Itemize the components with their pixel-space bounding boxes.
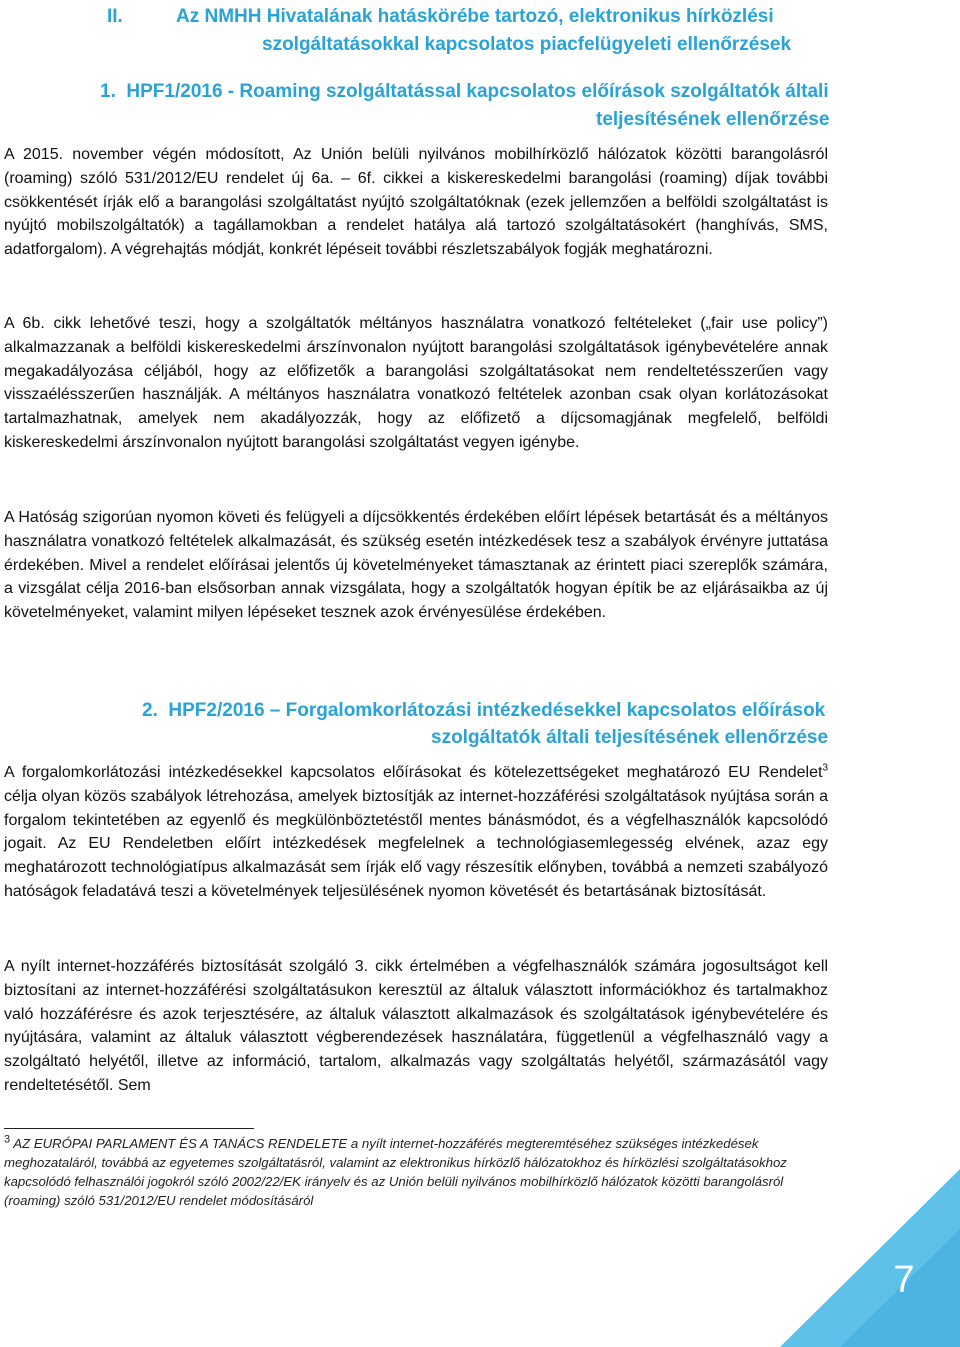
paragraph-3: A Hatóság szigorúan nyomon követi és felügyeli a díjcsökkentés érdekében előírt lépések betartását és a méltányos használatra vonatkozó feltételek alkalmazását, és szükség esetén intézkedések tesz a szabályok érvényre juttatása érdekében. Mivel a rendelet előírásai jelentős új követelményeket támasztanak az érintett piaci szereplők számára, a vizsgálat célja 2016-ban elsősorban annak vizsgálata, hogy a szolgáltatók hogyan építik be az eljárásaikba az új követelményeket, valamint milyen lépéseket tesznek azok érvényesülése érdekében. — [4, 509, 828, 622]
paragraph-2: A 6b. cikk lehetővé teszi, hogy a szolgáltatók méltányos használatra vonatkozó feltételeket („fair use policy”) alkalmazzanak a belföldi kiskereskedelmi árszínvonalon nyújtott barangolási szolgáltatások igénybevételére annak megakadályozása céljából, hogy az előfizetők a barangolási szolgáltatásokat nem rendeltetésszerűen vagy visszaélésszerűen használják. A méltányos használatra vonatkozó feltételek azonban csak olyan korlátozásokat tartalmazhatnak, amelyek nem akadályozzák, hogy az előfizető a díjcsomagjának megfelelő, belföldi kiskereskedelmi árszínvonalon nyújtott barangolási szolgáltatást vegyen igénybe. — [4, 315, 828, 451]
main-heading-line1: Az NMHH Hivatalának hatáskörébe tartozó, elektronikus hírközlési — [176, 6, 774, 27]
paragraph-4 — [4, 761, 828, 904]
section2-heading-line2: szolgáltatók általi teljesítésének ellenőrzése — [431, 727, 829, 748]
paragraph-4-text-start: A forgalomkorlátozási intézkedésekkel kapcsolatos előírásokat és kötelezettségeket meghatározó EU Rendelet — [4, 764, 823, 781]
footnote-text: AZ EURÓPAI PARLAMENT ÉS A TANÁCS RENDELETE a nyílt internet-hozzáférés megteremtéséhez szükséges intézkedések meghozataláról, továbbá az egyetemes szolgáltatásról, valamint az elektronikus hírközlő hálózatokhoz és hírközlési szolgáltatásokhoz kapcsolódó felhasználói jogokról szóló 2002/22/EK irányelv és az Unión belüli nyilvános mobilhírközlő hálózatok közötti barangolásról (roaming) szóló 531/2012/EU rendelet módosításáról — [4, 1136, 787, 1208]
section1-heading-line2: teljesítésének ellenőrzése — [596, 109, 830, 130]
paragraph-1: A 2015. november végén módosított, Az Unión belüli nyilvános mobilhírközlő hálózatok közötti barangolásról (roaming) szóló 531/2012/EU rendelet új 6a. – 6f. cikkei a kiskereskedelmi barangolási (roaming) díjak további csökkentését írják elő a barangolási szolgáltatást nyújtó szolgáltatóknak (ezek jellemzően a belföldi szolgáltatást is nyújtó mobilszolgáltatók) a tagállamokban a rendelet hatálya alá tartozó szolgáltatásokért (hanghívás, SMS, adatforgalom). A végrehajtás módját, konkrét lépéseit további részletszabályok fogják meghatározni. — [4, 146, 828, 259]
paragraph-4-text-end: célja olyan közös szabályok létrehozása, amelyek biztosítják az internet-hozzáférési szolgáltatások nyújtása során a forgalom tekintetében az egyenlő és megkülönböztetéstől mentes bánásmódot, és a végfelhasználók kapcsolódó jogait. Az EU Rendeletben előírt intézkedések megfelelnek a technológiasemlegesség elvének, azaz egy meghatározott technológiatípus alkalmazását sem írják elő vagy részesítik előnyben, továbbá a nemzeti szabályozó hatóságok feladatává teszi a követelmények teljesülésének nyomon követését és betartásának biztosítását. — [4, 787, 828, 900]
footnote-marker: 3 — [4, 1133, 11, 1146]
main-heading-numeral: II. — [107, 6, 123, 27]
section1-heading-line1: 1. HPF1/2016 - Roaming szolgáltatással kapcsolatos előírások szolgáltatók általi — [100, 81, 829, 102]
page-number: 7 — [893, 1259, 915, 1301]
main-heading-line2: szolgáltatásokkal kapcsolatos piacfelügyeleti ellenőrzések — [262, 34, 792, 55]
footnote-divider — [4, 1128, 254, 1129]
paragraph-5: A nyílt internet-hozzáférés biztosítását szolgáló 3. cikk értelmében a végfelhasználók számára jogosultságot kell biztosítani az internet-hozzáférési szolgáltatásukon keresztül az általuk választott információkhoz és tartalmakhoz való hozzáférésre és azok terjesztésére, az általuk választott alkalmazások és szolgáltatások igénybevételére és nyújtására, valamint az általuk választott végberendezések használatára, függetlenül a végfelhasználó vagy a szolgáltató helyétől, illetve az információ, tartalom, alkalmazás vagy szolgáltatás helyétől, származásától vagy rendeltetésétől. Sem — [4, 958, 828, 1094]
section2-heading-line1: 2. HPF2/2016 – Forgalomkorlátozási intézkedésekkel kapcsolatos előírások — [142, 700, 826, 721]
footnote — [4, 1134, 832, 1210]
footnote-reference[interactable]: 3 — [822, 762, 828, 774]
